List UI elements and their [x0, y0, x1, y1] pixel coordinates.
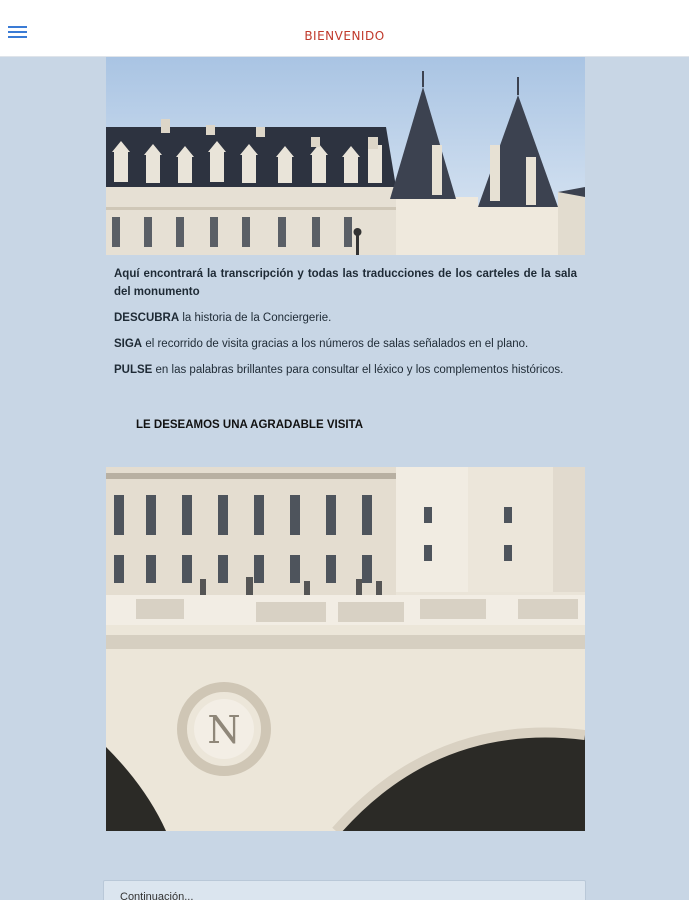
intro-discover: DESCUBRA la historia de la Conciergerie.	[114, 312, 332, 324]
continuation-card[interactable]	[103, 880, 586, 900]
intro-press: PULSE en las palabras brillantes para consultar el léxico y los complementos históricos.	[114, 364, 564, 376]
continuation-label: Continuación...	[120, 891, 194, 900]
svg-text:N: N	[207, 708, 241, 752]
main-content	[106, 57, 585, 831]
intro-lead: Aquí encontrará la transcripción y todas las traducciones de los carteles de la sala del monumento	[114, 268, 577, 298]
intro-text	[106, 255, 585, 434]
page-title: BIENVENIDO	[304, 29, 385, 43]
welcome-message: LE DESEAMOS UNA AGRADABLE VISITA	[136, 419, 364, 431]
intro-follow: SIGA el recorrido de visita gracias a los números de salas señalados en el plano.	[114, 338, 529, 350]
pont-au-change-photo	[106, 467, 585, 831]
app-header	[0, 0, 689, 57]
conciergerie-towers-photo	[106, 57, 585, 255]
